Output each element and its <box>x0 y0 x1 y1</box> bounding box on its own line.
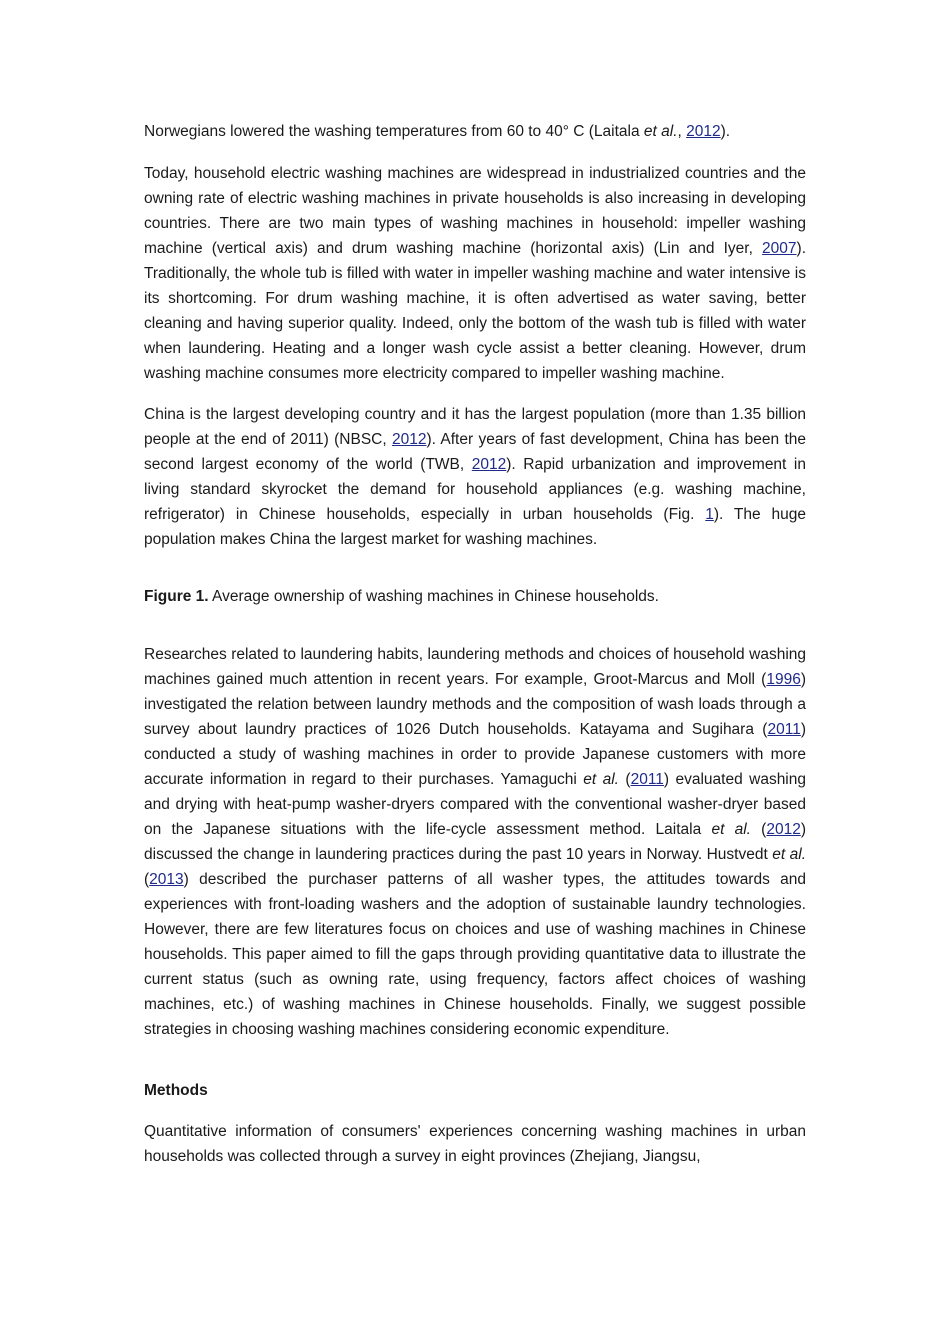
paragraph-related-research: Researches related to laundering habits, laundering methods and choices of household washing machines gained much attention in recent years. For example, Groot-Marcus and Moll (1996) investigated the relation between laundry methods and the composition of wash loads through a survey about laundry practices of 1026 Dutch households. Katayama and Sugihara (2011) conducted a study of washing machines in order to provide Japanese customers with more accurate information in regard to their purchases. Yamaguchi et al. (2011) evaluated washing and drying with heat-pump washer-dryers compared with the conventional washer-dryer based on the Japanese situations with the life-cycle assessment method. Laitala et al. (2012) discussed the change in laundering practices during the past 10 years in Norway. Hustvedt et al. (2013) described the purchaser patterns of all washer types, the attitudes towards and experiences with front-loading washers and the adoption of sustainable laundry technologies. However, there are few literatures focus on choices and use of washing machines in Chinese households. This paper aimed to fill the gaps through providing quantitative data to illustrate the current status (such as owning rate, using frequency, factors affect choices of washing machines, etc.) of washing machines in Chinese households. Finally, we suggest possible strategies in choosing washing machines considering economic expenditure. <box>144 646 807 1038</box>
citation-link-yamaguchi-2011[interactable]: 2011 <box>630 771 664 788</box>
figure-link-1[interactable]: 1 <box>705 506 714 523</box>
citation-link-lin-2007[interactable]: 2007 <box>762 240 797 257</box>
section-heading-methods: Methods <box>144 1082 208 1099</box>
citation-link-katayama-2011[interactable]: 2011 <box>767 721 801 738</box>
citation-link-nbsc-2012[interactable]: 2012 <box>392 431 427 448</box>
citation-link-laitala-2012[interactable]: 2012 <box>686 123 721 140</box>
citation-link-groot-marcus-1996[interactable]: 1996 <box>766 671 801 688</box>
figure-caption: Figure 1. Average ownership of washing machines in Chinese households. <box>144 588 659 605</box>
citation-link-laitala-2012b[interactable]: 2012 <box>766 821 801 838</box>
paragraph-temperatures: Norwegians lowered the washing temperatures from 60 to 40° C (Laitala et al., 2012). <box>144 123 731 140</box>
citation-link-hustvedt-2013[interactable]: 2013 <box>149 871 184 888</box>
paragraph-machine-types: Today, household electric washing machines are widespread in industrialized countries and the owning rate of electric washing machines in private households is also increasing in developing countries. There are two main types of washing machines in household: impeller washing machine (vertical axis) and drum washing machine (horizontal axis) (Lin and Iyer, 2007). Traditionally, the whole tub is filled with water in impeller washing machine and water intensive is its shortcoming. For drum washing machine, it is often advertised as water saving, better cleaning and having superior quality. Indeed, only the bottom of the wash tub is filled with water when laundering. Heating and a longer wash cycle assist a better cleaning. However, drum washing machine consumes more electricity compared to impeller washing machine. <box>144 165 806 382</box>
paragraph-china-market: China is the largest developing country and it has the largest population (more than 1.35 billion people at the end of 2011) (NBSC, 2012). After years of fast development, China has been the second largest economy of the world (TWB, 2012). Rapid urbanization and improvement in living standard skyrocket the demand for household appliances (e.g. washing machine, refrigerator) in Chinese households, especially in urban households (Fig. 1). The huge population makes China the largest market for washing machines. <box>144 406 806 548</box>
document-page <box>144 115 806 1169</box>
citation-link-twb-2012[interactable]: 2012 <box>471 456 507 473</box>
paragraph-methods: Quantitative information of consumers' experiences concerning washing machines in urban households was collected through a survey in eight provinces (Zhejiang, Jiangsu, <box>144 1123 806 1165</box>
figure-label: Figure 1. <box>144 588 209 605</box>
